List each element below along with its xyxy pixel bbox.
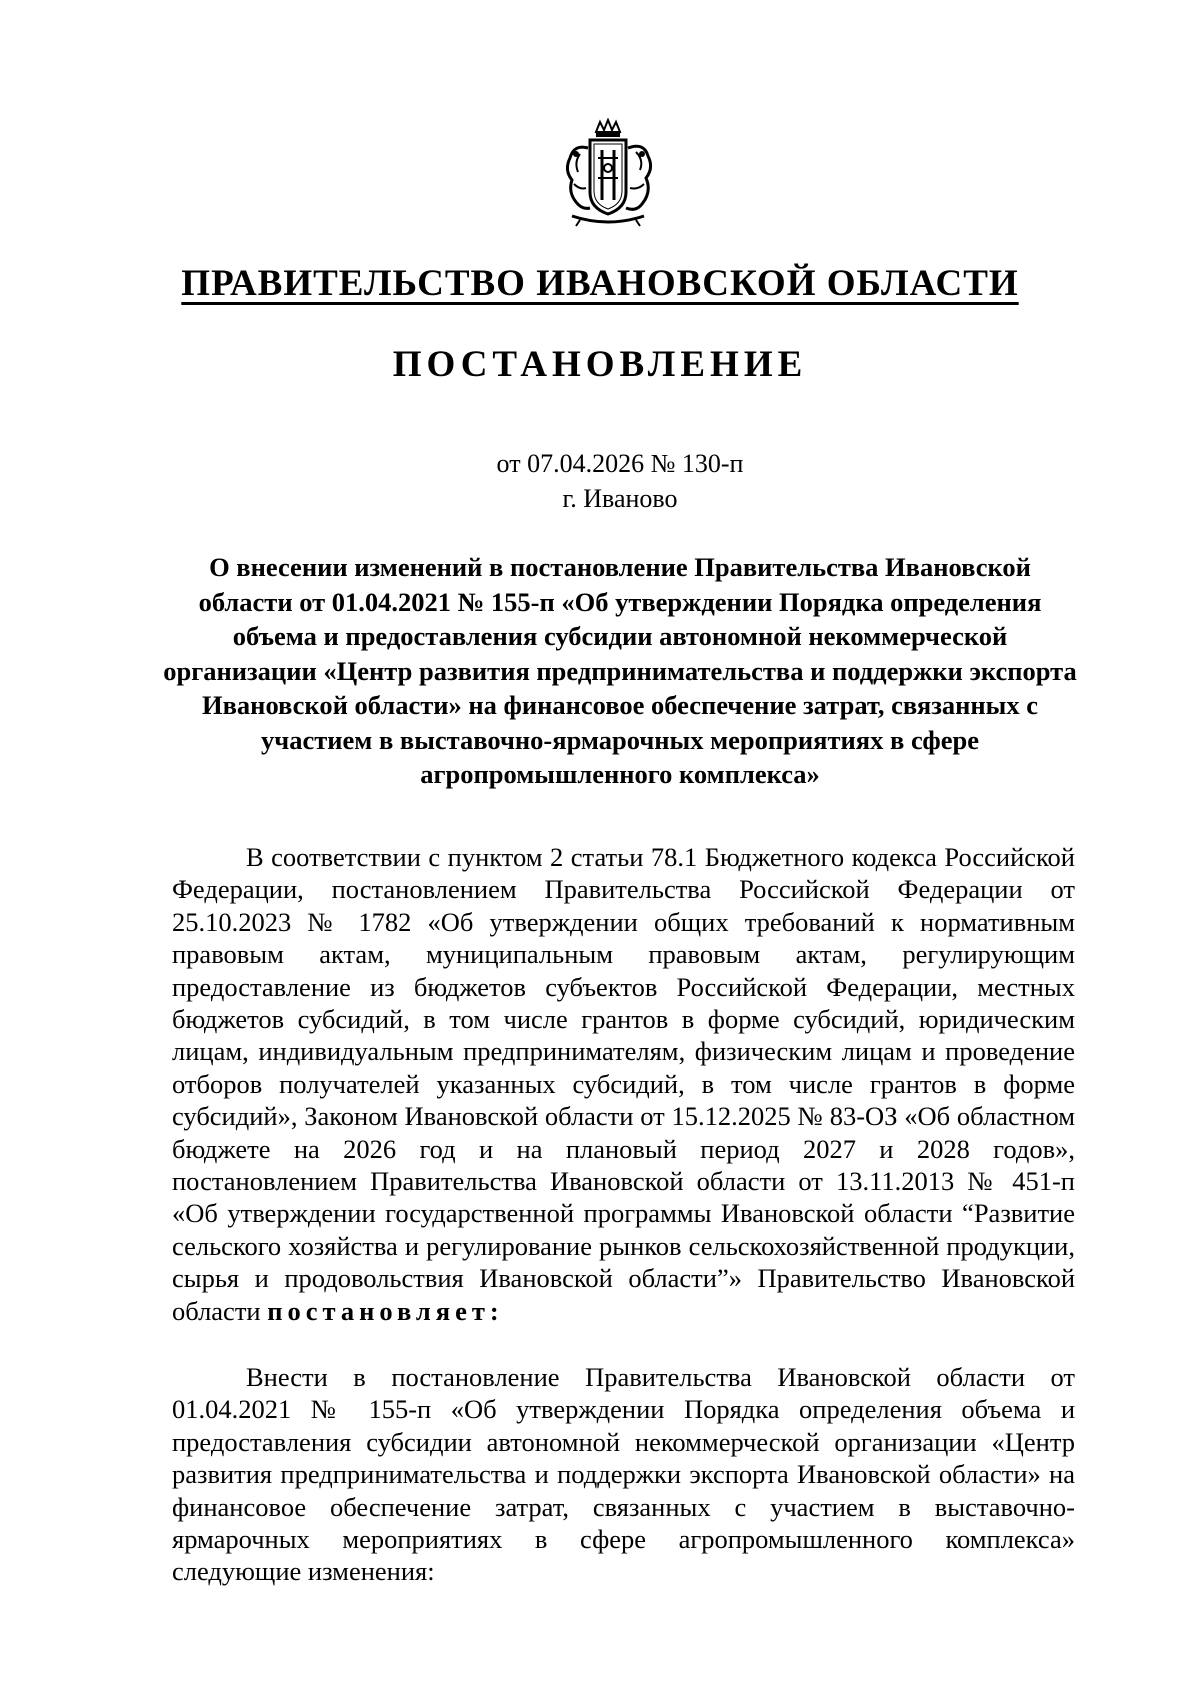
document-date-number: от 07.04.2026 № 130-п [496,449,744,478]
resolves-word: постановляет: [267,1295,504,1326]
document-city: г. Иваново [562,484,678,513]
organization-title: ПРАВИТЕЛЬСТВО ИВАНОВСКОЙ ОБЛАСТИ [181,263,1019,304]
preamble-paragraph [172,841,1075,1327]
document-type: ПОСТАНОВЛЕНИЕ [392,344,808,385]
preamble-text: В соответствии с пунктом 2 статьи 78.1 Бюджетного кодекса Российской Федерации, постановлением Правительства Российской Федерации от 25.10.2023 № 1782 «Об утверждении общих требований к нормативным правовым актам, муниципальным правовым актам, регулирующим предоставление из бюджетов субъектов Российской Федерации, местных бюджетов субсидий, в том числе грантов в форме субсидий, юридическим лицам, индивидуальным предпринимателям, физическим лицам и проведение отборов получателей указанных субсидий, в том числе грантов в форме субсидий», Законом Ивановской области от 15.12.2025 № 83-ОЗ «Об областном бюджете на 2026 год и на плановый период 2027 и 2028 годов», постановлением Правительства Ивановской области от 13.11.2013 № 451-п «Об утверждении государственной программы Ивановской области “Развитие сельского хозяйства и регулирование рынков сельскохозяйственной продукции, сырья и продовольствия Ивановской области”» Правительство Ивановской области [172,842,1075,1326]
amendment-text: Внести в постановление Правительства Ивановской области от 01.04.2021 № 155-п «Об утверждении Порядка определения объема и предоставления субсидии автономной некоммерческой организации «Центр развития предпринимательства и поддержки экспорта Ивановской области» на финансовое обеспечение затрат, связанных с участием в выставочно-ярмарочных мероприятиях в сфере агропромышленного комплекса» следующие изменения: [172,1362,1075,1587]
document-heading: О внесении изменений в постановление Правительства Ивановской области от 01.04.2021 № 155-п «Об утверждении Порядка определения объема и предоставления субсидии автономной некоммерческой организации «Центр развития предпринимательства и поддержки экспорта Ивановской области» на финансовое обеспечение затрат, связанных с участием в выставочно-ярмарочных мероприятиях в сфере агропромышленного комплекса» [163,552,1077,789]
ivanovo-coat-of-arms-icon [560,118,656,230]
amendment-paragraph [172,1361,1075,1588]
